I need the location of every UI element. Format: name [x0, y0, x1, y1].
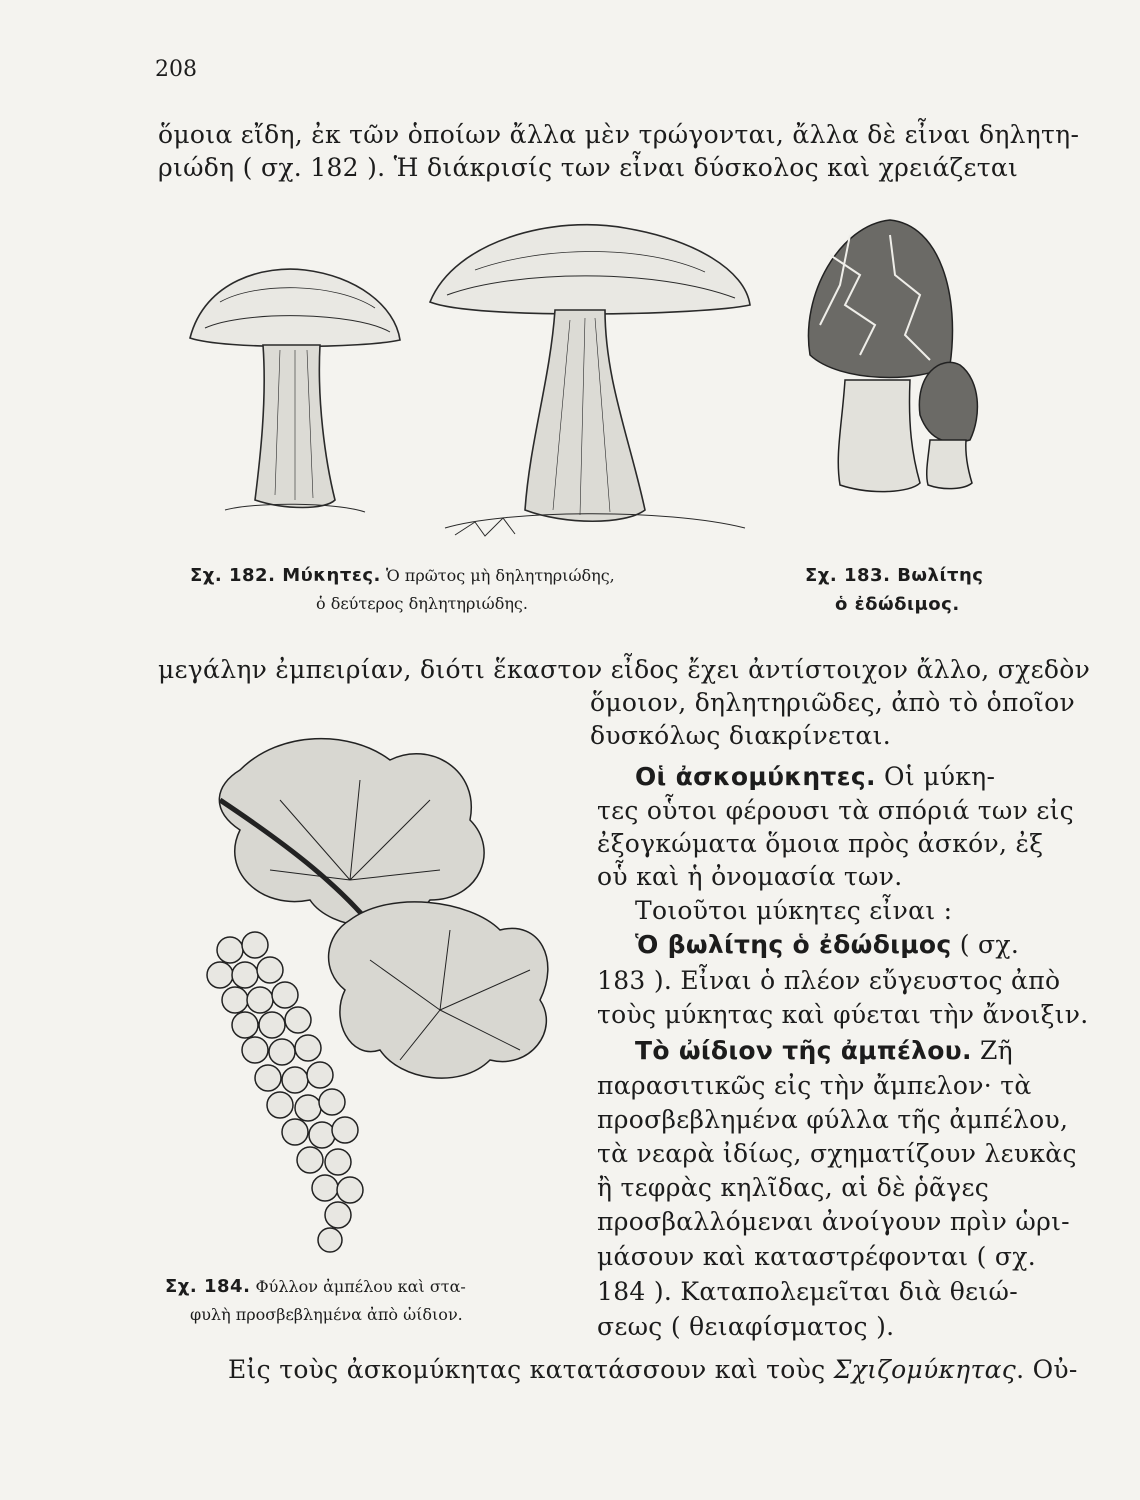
vine-figure-184 — [200, 690, 575, 1270]
caption-184-text-1: Φύλλον ἀμπέλου καὶ στα- — [255, 1277, 466, 1296]
volitis-rest: ( σχ. — [951, 930, 1020, 959]
mushrooms-figure-182 — [185, 210, 760, 545]
para-line-1: μεγάλην ἐμπειρίαν, διότι ἕκαστον εἶδος ἔχει ἀντίστοιχον ἄλλο, σχεδὸν — [158, 655, 1091, 684]
oidion-line-5: προσβαλλόμεναι ἀνοίγουν πρὶν ὡρι- — [597, 1207, 1070, 1236]
askomykites-line-2: ἐξογκώματα ὅμοια πρὸς ἀσκόν, ἐξ — [597, 829, 1044, 858]
oidion-rest: Ζῆ — [971, 1036, 1013, 1065]
caption-183-line-1 — [805, 565, 983, 586]
oidion-line-1: παρασιτικῶς εἰς τὴν ἄμπελον· τὰ — [597, 1071, 1032, 1100]
morel-figure-183 — [800, 215, 985, 500]
askomykites-line-4: Τοιοῦτοι μύκητες εἶναι : — [635, 896, 953, 925]
askomykites-line-1: τες οὗτοι φέρουσι τὰ σπόριά των εἰς — [597, 796, 1074, 825]
caption-182-line-2: ὁ δεύτερος δηλητηριώδης. — [316, 594, 528, 613]
oidion-heading: Τὸ ὠίδιον τῆς ἀμπέλου. — [635, 1036, 972, 1065]
caption-182-line-1 — [190, 565, 615, 586]
last-line-part-1: Εἰς τοὺς ἀσκομύκητας κατατάσσουν καὶ τοὺς — [228, 1355, 834, 1384]
oidion-line-6: μάσουν καὶ καταστρέφονται ( σχ. — [597, 1242, 1036, 1271]
oidion-line-7: 184 ). Καταπολεμεῖται διὰ θειώ- — [597, 1277, 1018, 1306]
caption-183-text-1: Σχ. 183. Βωλίτης — [805, 565, 984, 586]
caption-184-line-1 — [165, 1276, 466, 1297]
volitis-heading: Ὁ βωλίτης ὁ ἐδώδιμος — [635, 930, 952, 959]
last-line — [228, 1355, 1078, 1384]
caption-184-line-2: φυλὴ προσβεβλημένα ἀπὸ ὠίδιον. — [190, 1305, 463, 1324]
text-line-1: ὅμοια εἴδη, ἐκ τῶν ὁποίων ἄλλα μὲν τρώγονται, ἄλλα δὲ εἶναι δηλητη- — [158, 120, 1080, 149]
oidion-line — [635, 1036, 1013, 1065]
volitis-line-2: τοὺς μύκητας καὶ φύεται τὴν ἄνοιξιν. — [597, 1000, 1089, 1029]
oidion-line-2: προσβεβλημένα φύλλα τῆς ἀμπέλου, — [597, 1105, 1069, 1134]
askomykites-line-3: οὗ καὶ ἡ ὀνομασία των. — [597, 862, 903, 891]
oidion-line-8: σεως ( θειαφίσματος ). — [597, 1312, 895, 1341]
caption-184-label: Σχ. 184. — [165, 1276, 251, 1297]
askomykites-heading: Οἱ ἀσκομύκητες. — [635, 762, 876, 791]
caption-183-line-2 — [835, 594, 960, 615]
text-line-2: ριώδη ( σχ. 182 ). Ἡ διάκρισίς των εἶναι δύσκολος καὶ χρειάζεται — [158, 153, 1019, 182]
para-line-3: δυσκόλως διακρίνεται. — [590, 721, 891, 750]
page-number: 208 — [155, 57, 197, 82]
oidion-line-3: τὰ νεαρὰ ἰδίως, σχηματίζουν λευκὰς — [597, 1139, 1077, 1168]
askomykites-line — [635, 762, 995, 791]
schizomykites-term: Σχιζομύκητας — [833, 1355, 1017, 1384]
caption-182-label: Σχ. 182. Μύκητες. — [190, 565, 381, 586]
askomykites-rest: Οἱ μύκη- — [875, 762, 996, 791]
oidion-line-4: ἢ τεφρὰς κηλῖδας, αἱ δὲ ῥᾶγες — [597, 1173, 990, 1202]
caption-183-text-2: ὁ ἐδώδιμος. — [835, 594, 960, 615]
para-line-2: ὅμοιον, δηλητηριῶδες, ἀπὸ τὸ ὁποῖον — [590, 688, 1075, 717]
caption-182-text-1: Ὁ πρῶτος μὴ δηλητηριώδης, — [385, 566, 615, 585]
volitis-line — [635, 930, 1019, 959]
volitis-line-1: 183 ). Εἶναι ὁ πλέον εὔγευστος ἀπὸ — [597, 966, 1061, 995]
last-line-part-2: . Οὐ- — [1016, 1355, 1078, 1384]
